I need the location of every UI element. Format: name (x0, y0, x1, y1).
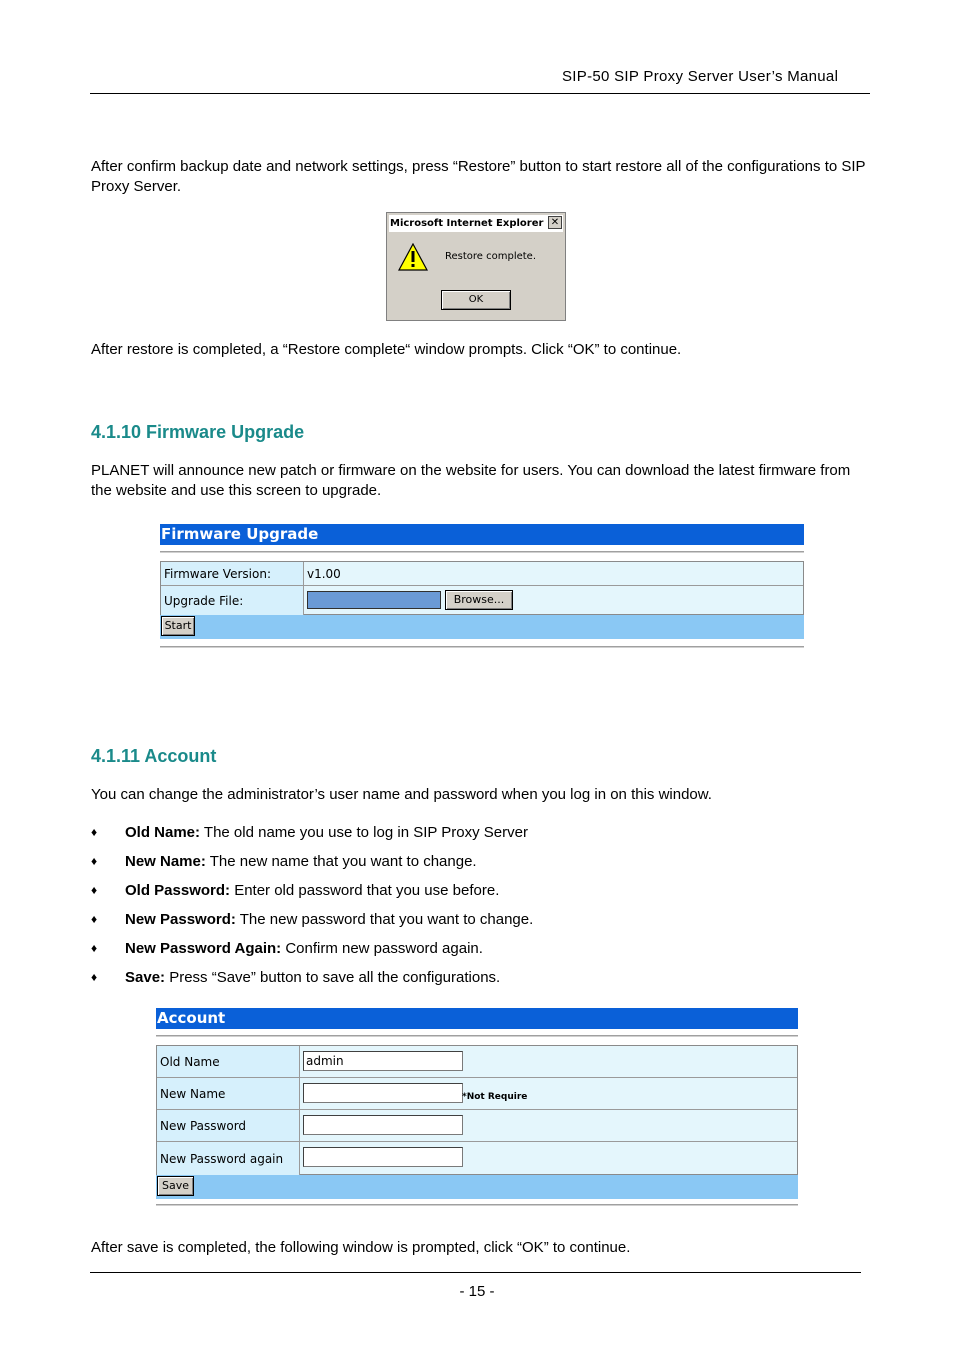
restore-intro-paragraph: After confirm backup date and network settings, press “Restore” button to start restore all of the configurations to SIP Proxy Server. (91, 158, 866, 195)
upgrade-file-input[interactable] (307, 591, 441, 609)
not-required-note: *Not Require (462, 1092, 528, 1102)
start-button[interactable]: Start (161, 616, 195, 636)
restore-complete-dialog (386, 212, 566, 321)
bullet-icon: ♦ (91, 825, 98, 839)
firmware-version-label: Firmware Version: (161, 562, 304, 585)
firmware-action-bar (160, 615, 804, 639)
firmware-version-row (161, 562, 803, 586)
firmware-form-table (160, 561, 804, 615)
firmware-version-value: v1.00 (307, 566, 341, 581)
browse-button[interactable]: Browse... (445, 590, 513, 610)
panel-divider (160, 551, 804, 553)
dialog-message: Restore complete. (445, 251, 537, 262)
ok-button[interactable]: OK (441, 290, 511, 310)
save-done-paragraph: After save is completed, the following window is prompted, click “OK” to continue. (91, 1239, 631, 1256)
new-name-label: New Name (157, 1078, 300, 1109)
new-password-row (157, 1110, 797, 1142)
new-password-again-input[interactable] (303, 1147, 463, 1167)
save-button[interactable]: Save (157, 1176, 194, 1196)
bullet-icon: ♦ (91, 883, 98, 897)
firmware-intro-paragraph: PLANET will announce new patch or firmware on the website for users. You can download the latest firmware from the website and use this screen to upgrade. (91, 462, 851, 499)
new-name-row (157, 1078, 797, 1110)
firmware-upgrade-panel (160, 524, 804, 553)
close-icon[interactable]: ✕ (548, 216, 562, 229)
old-name-label: Old Name (157, 1046, 300, 1077)
bullet-desc: The new password that you want to change. (235, 911, 534, 928)
upgrade-file-row (161, 586, 803, 615)
bullet-term: New Password Again: (125, 940, 282, 957)
firmware-panel-title: Firmware Upgrade (160, 524, 804, 545)
firmware-heading: 4.1.10 Firmware Upgrade (91, 422, 305, 442)
bullet-term: Save: (125, 969, 166, 986)
account-panel-title: Account (156, 1008, 798, 1029)
upgrade-file-label: Upgrade File: (161, 586, 304, 615)
header-rule (90, 93, 870, 94)
new-name-input[interactable] (303, 1083, 463, 1103)
bullet-icon: ♦ (91, 970, 98, 984)
new-password-input[interactable] (303, 1115, 463, 1135)
restore-done-paragraph: After restore is completed, a “Restore complete“ window prompts. Click “OK” to continue. (91, 341, 682, 358)
account-intro-paragraph: You can change the administrator’s user name and password when you log in on this window. (91, 786, 712, 803)
footer-rule (90, 1272, 861, 1273)
account-form-table (156, 1045, 798, 1175)
old-name-row (157, 1046, 797, 1078)
account-heading: 4.1.11 Account (91, 746, 217, 766)
account-action-bar (156, 1175, 798, 1199)
bullet-desc: Confirm new password again. (281, 940, 483, 957)
bullet-desc: Enter old password that you use before. (230, 882, 500, 899)
bullet-icon: ♦ (91, 912, 98, 926)
bullet-term: Old Password: (125, 882, 231, 899)
bullet-desc: The new name that you want to change. (205, 853, 477, 870)
bullet-desc: The old name you use to log in SIP Proxy Server (200, 824, 528, 841)
new-password-again-label: New Password again (157, 1142, 300, 1175)
running-header: SIP-50 SIP Proxy Server User’s Manual (562, 68, 839, 85)
new-password-label: New Password (157, 1110, 300, 1141)
account-panel (156, 1008, 798, 1037)
warning-icon (398, 243, 428, 271)
panel-divider (156, 1035, 798, 1037)
old-name-input[interactable]: admin (303, 1051, 463, 1071)
panel-bottom-rule (156, 1204, 798, 1206)
bullet-icon: ♦ (91, 854, 98, 868)
new-password-again-row (157, 1142, 797, 1175)
bullet-term: Old Name: (125, 824, 201, 841)
page-number: - 15 - (459, 1283, 495, 1300)
dialog-title: Microsoft Internet Explorer (389, 215, 563, 232)
panel-bottom-rule (160, 646, 804, 648)
bullet-term: New Name: (125, 853, 206, 870)
bullet-icon: ♦ (91, 941, 98, 955)
bullet-desc: Press “Save” button to save all the configurations. (165, 969, 501, 986)
bullet-term: New Password: (125, 911, 236, 928)
